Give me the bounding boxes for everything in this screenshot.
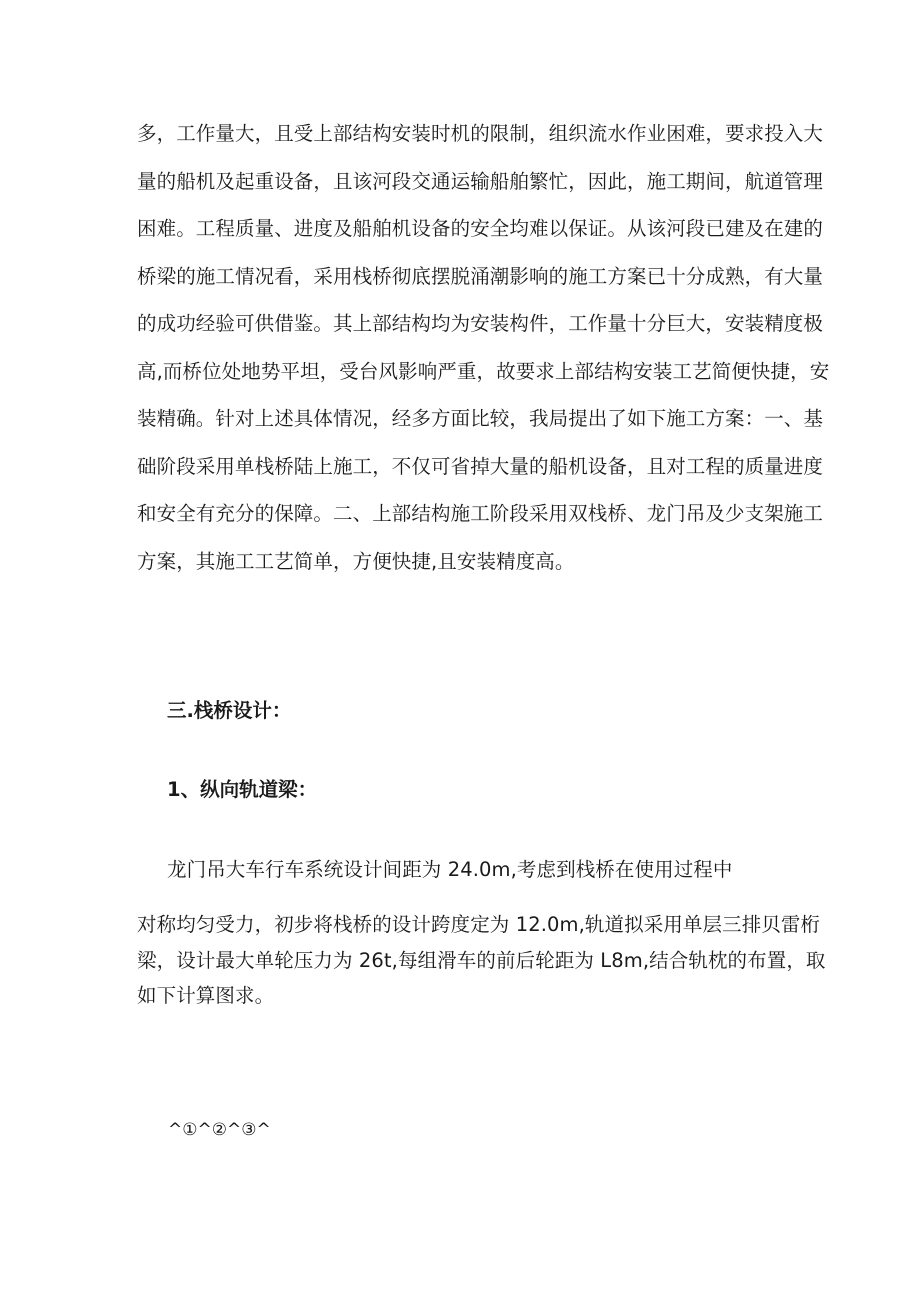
- figure-markers: ^①^②^③^: [168, 1120, 271, 1140]
- subsection-heading: 1、纵向轨道梁：: [167, 778, 318, 801]
- paragraph-line: 多，工作量大，且受上部结构安装时机的限制，组织流水作业困难，要求投入大: [137, 122, 824, 145]
- paragraph-line: 桥梁的施工情况看，采用栈桥彻底摆脱涌潮影响的施工方案已十分成熟，有大量: [137, 265, 824, 288]
- paragraph-line: 梁，设计最大单轮压力为 26t,每组滑车的前后轮距为 L8m,结合轨枕的布置，取: [137, 949, 826, 972]
- section-heading: 三.栈桥设计：: [167, 699, 292, 722]
- paragraph-line: 础阶段采用单栈桥陆上施工，不仅可省掉大量的船机设备，且对工程的质量进度: [137, 455, 824, 478]
- paragraph-line: 如下计算图求。: [137, 984, 275, 1007]
- paragraph-line: 方案，其施工工艺简单，方便快捷,且安装精度高。: [137, 550, 575, 573]
- paragraph-line: 龙门吊大车行车系统设计间距为 24.0m,考虑到栈桥在使用过程中: [167, 858, 733, 881]
- paragraph-line: 装精确。针对上述具体情况，经多方面比较，我局提出了如下施工方案：一、基: [137, 407, 824, 430]
- paragraph-line: 量的船机及起重设备，且该河段交通运输船舶繁忙，因此，施工期间，航道管理: [137, 170, 824, 193]
- paragraph-line: 困难。工程质量、进度及船舶机设备的安全均难以保证。从该河段已建及在建的: [137, 217, 824, 240]
- paragraph-line: 对称均匀受力，初步将栈桥的设计跨度定为 12.0m,轨道拟采用单层三排贝雷桁: [137, 913, 821, 936]
- paragraph-line: 高,而桥位处地势平坦，受台风影响严重，故要求上部结构安装工艺简便快捷，安: [137, 360, 830, 383]
- paragraph-line: 和安全有充分的保障。二、上部结构施工阶段采用双栈桥、龙门吊及少支架施工: [137, 502, 824, 525]
- paragraph-line: 的成功经验可供借鉴。其上部结构均为安装构件，工作量十分巨大，安装精度极: [137, 312, 824, 335]
